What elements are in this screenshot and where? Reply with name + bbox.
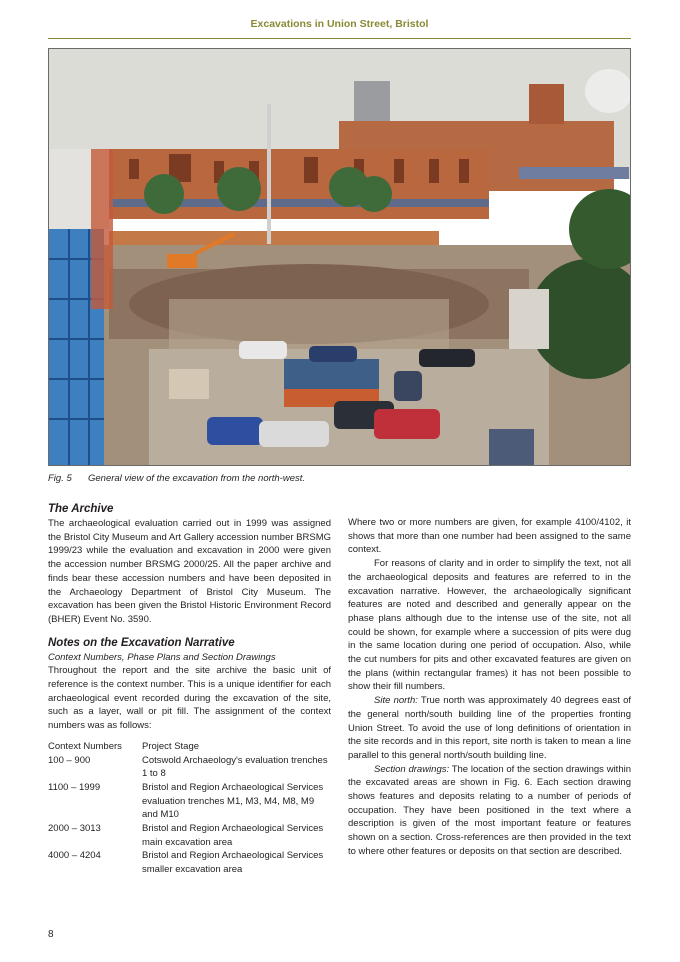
- archive-paragraph: The archaeological evaluation carried out in 1999 was assigned the Bristol City Museum and Art Gallery accession number BRSMG 1999/23 while the evaluation and excavation in 2000 were given the accession number BRSMG 2000/25. All the paper archive and finds bear these accession numbers and have been deposited in the Archaeology Department of Bristol City Museum. The excavation has been given the Bristol Historic Environment Record (BHER) Event No. 3590.: [48, 518, 331, 625]
- table-cell: Bristol and Region Archaeological Services evaluation trenches M1, M3, M4, M8, M9 and M10: [142, 781, 324, 821]
- header-rule: [48, 38, 631, 39]
- table-header-cell: Project Stage: [142, 740, 200, 752]
- table-row: [48, 849, 331, 876]
- table-cell: 1100 – 1999: [48, 781, 101, 793]
- table-row: [48, 822, 331, 849]
- table-cell: 100 – 900: [48, 754, 91, 766]
- table-row: [48, 781, 331, 822]
- site-north-lead: Site north:: [374, 695, 418, 707]
- archive-heading: The Archive: [48, 503, 114, 515]
- left-column: [48, 502, 331, 877]
- table-cell: Bristol and Region Archaeological Services smaller excavation area: [142, 850, 324, 876]
- table-cell: 2000 – 3013: [48, 823, 101, 835]
- right-column: [348, 516, 631, 859]
- right-paragraph-2: For reasons of clarity and in order to simplify the text, not all the archaeological deposits and features are referred to in the excavation narrative. However, the archaeologically significant features are noted and described and generally appear on the phase plans although due to the intense use of the site, not all could be shown, for example where a succession of pits were dug in the same location during one period of occupation. Also, while the cut numbers for pits and other excavated features are given on the plans (within rectangular frames) it has not been possible to show their fill numbers.: [348, 558, 631, 693]
- section-drawings-paragraph: [348, 763, 631, 859]
- site-north-text: True north was approximately 40 degrees east of the general north/south building line of the properties fronting Union Street. To avoid the use of long definitions of orientation in the site records and in this report, site north is taken to mean a line parallel to this general north/south building line.: [348, 695, 631, 761]
- table-header-cell: Context Numbers: [48, 740, 122, 752]
- figure-label: Fig. 5: [48, 473, 72, 484]
- narrative-subheading: Context Numbers, Phase Plans and Section Drawings: [48, 651, 276, 663]
- figure-caption: [48, 473, 631, 484]
- right-paragraph-1: Where two or more numbers are given, for example 4100/4102, it shows that more than one number had been assigned to the same context.: [348, 517, 631, 556]
- figure-caption-text: General view of the excavation from the north-west.: [88, 473, 306, 484]
- section-drawings-text: The location of the section drawings within the excavated areas are shown in Fig. 6. Each section drawing shows features and deposits relating to a number of periods of occupation. They have been positioned in the text where a description is given of the most important feature or features shown on a section. Cross-references are then provided in the text to where other features or deposits on that section are described.: [348, 763, 631, 857]
- narrative-paragraph: Throughout the report and the site archive the basic unit of reference is the context number. This is a unique identifier for each archaeological event recorded during the excavation of the site, such as a layer, wall or pit fill. The assignment of the context numbers was as follows:: [48, 665, 331, 732]
- running-head: Excavations in Union Street, Bristol: [250, 18, 429, 30]
- page-number: 8: [48, 929, 54, 940]
- table-row: [48, 754, 331, 781]
- table-cell: Cotswold Archaeology's evaluation trenches 1 to 8: [142, 754, 328, 780]
- table-header-row: [48, 740, 331, 754]
- table-cell: 4000 – 4204: [48, 850, 101, 862]
- context-numbers-table: [48, 740, 331, 877]
- excavation-photo: [48, 48, 631, 466]
- table-cell: Bristol and Region Archaeological Services main excavation area: [142, 823, 324, 848]
- section-drawings-lead: Section drawings:: [374, 763, 450, 775]
- narrative-heading: Notes on the Excavation Narrative: [48, 636, 235, 649]
- site-north-paragraph: [348, 694, 631, 763]
